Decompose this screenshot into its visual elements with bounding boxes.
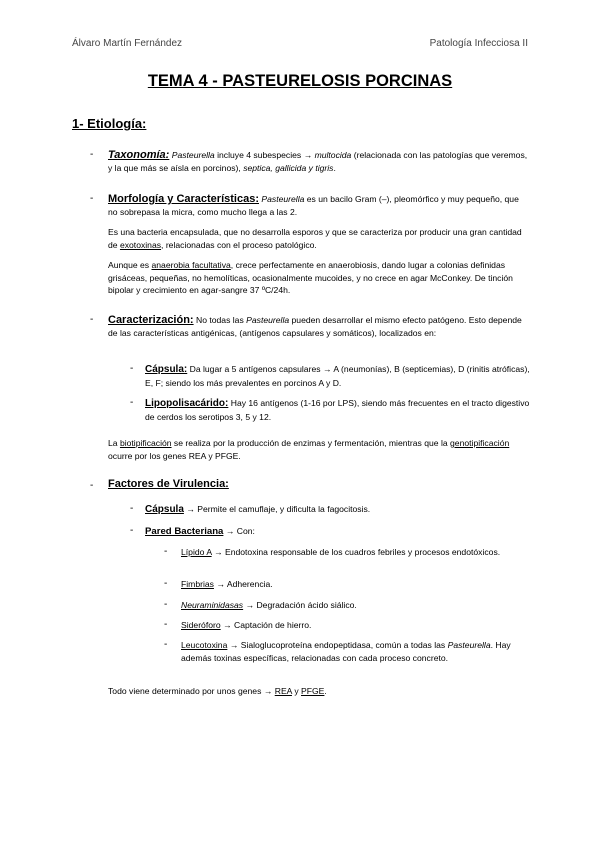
fimbrias-item: [181, 578, 521, 591]
text: , crece perfectamente en anaerobiosis, dando lugar a colonias definidas grisáceas, pequeñas, no hemolíticas, ocasionalmente mucoides, y no crece en agar McConkey. De tinción bipolar y crecimiento en agar-sangre 37 ºC/24h.: [108, 260, 513, 295]
caracterizacion-paragraph: [108, 314, 528, 339]
lps-antigen-label: Lipopolisacárido:: [145, 398, 229, 409]
sideroforo-label: Sideróforo: [181, 620, 221, 630]
bullet-dash: -: [164, 578, 168, 589]
genus-name: Pasteurella: [447, 640, 491, 650]
text: .: [324, 686, 327, 696]
text: incluye 4 subespecies →: [214, 150, 315, 160]
pfge-term: PFGE: [301, 686, 325, 696]
taxonomia-paragraph: [108, 149, 528, 174]
virulencia-pared: [145, 525, 530, 539]
species-multocida: multocida: [314, 150, 352, 160]
capsula-antigen-label: Cápsula:: [145, 364, 188, 375]
species-list: septica, gallicida y tigris: [243, 162, 334, 173]
fimbrias-label: Fimbrias: [181, 579, 214, 589]
genus-name: Pasteurella: [261, 194, 305, 204]
header-course: Patología Infecciosa II: [429, 38, 528, 49]
caracterizacion-label: Caracterización:: [108, 314, 194, 326]
text: Hay 16 antígenos (1-16 por LPS), siendo más frecuentes en el tracto digestivo de cerdos los serotipos 3, 5 y 12.: [145, 398, 530, 422]
bullet-dash: -: [90, 314, 94, 325]
document-title: TEMA 4 - PASTEURELOSIS PORCINAS: [147, 72, 453, 90]
neuraminidasas-label: Neuraminidasas: [181, 600, 244, 610]
bullet-dash: -: [164, 639, 168, 650]
anaerobia-term: anaerobia facultativa: [151, 260, 231, 270]
header-author: Álvaro Martín Fernández: [72, 38, 183, 49]
bullet-dash: -: [130, 503, 134, 514]
section-heading: 1- Etiología:: [72, 116, 147, 131]
sideroforo-item: [181, 619, 521, 632]
neuraminidasas-item: [181, 599, 521, 612]
text: → Sialoglucoproteína endopeptidasa, común a todas las: [227, 640, 448, 650]
rea-term: REA: [274, 686, 292, 696]
text: No todas las: [193, 315, 247, 325]
genotipificacion-term: genotipificación: [450, 438, 510, 448]
bullet-dash: -: [90, 480, 94, 491]
lipido-item: [181, 546, 521, 559]
text: y: [291, 686, 302, 696]
biotipificacion-term: biotipificación: [119, 438, 172, 448]
taxonomia-label: Taxonomía:: [108, 149, 170, 161]
text: Da lugar a 5 antígenos capsulares → A (neumonías), B (septicemias), D (rinitis atróficas), E, F; siendo los más prevalentes en porcinos A y D.: [145, 364, 530, 388]
bullet-dash: -: [130, 525, 134, 536]
bullet-dash: -: [90, 149, 94, 160]
morfologia-paragraph: [108, 193, 528, 218]
text: → Permite el camuflaje, y dificulta la fagocitosis.: [183, 504, 371, 514]
text: se realiza por la producción de enzimas y fermentación, mientras que la: [171, 438, 451, 448]
lipido-label: Lípido A: [181, 547, 212, 557]
lps-antigen-paragraph: [145, 397, 530, 423]
text: (relacionada con las patologías que veremos, y la que más se aísla en porcinos),: [108, 150, 528, 173]
text: es un bacilo Gram (–), pleomórfico y muy pequeño, que no sobrepasa la micra, como mucho llega a las 2.: [108, 194, 519, 217]
exotoxinas-term: exotoxinas: [119, 239, 162, 250]
bullet-dash: -: [164, 599, 168, 610]
genes-paragraph: [108, 685, 528, 698]
virulencia-capsula: [145, 503, 530, 517]
text: → Degradación ácido siálico.: [243, 600, 357, 610]
text: Es una bacteria encapsulada, que no desarrolla esporos y que se caracteriza por producir una gran cantidad de: [108, 227, 522, 250]
text: .: [333, 162, 336, 173]
text: → Endotoxina responsable de los cuadros febriles y procesos endotóxicos.: [211, 547, 501, 557]
morfologia-label: Morfología y Características:: [108, 193, 259, 205]
genus-name: Pasteurella: [246, 315, 290, 325]
capsula-antigen-paragraph: [145, 363, 530, 389]
genus-name: Pasteurella: [171, 150, 215, 160]
leucotoxina-label: Leucotoxina: [181, 640, 228, 650]
text: Aunque es: [108, 260, 152, 270]
bullet-dash: -: [90, 193, 94, 204]
text: . Hay además toxinas específicas, relacionadas con cada proceso concreto.: [181, 640, 511, 663]
bullet-dash: -: [164, 546, 168, 557]
leucotoxina-item: [181, 639, 526, 664]
tipificacion-paragraph: [108, 437, 533, 462]
bullet-dash: -: [164, 619, 168, 630]
morfologia-paragraph-3: [108, 259, 528, 297]
text: → Con:: [223, 526, 255, 536]
text: ocurre por los genes REA y PFGE.: [108, 450, 241, 461]
pared-label: Pared Bacteriana: [145, 526, 224, 537]
virulencia-label: Factores de Virulencia:: [108, 478, 229, 490]
text: La: [108, 438, 120, 448]
virulencia-capsula-label: Cápsula: [145, 504, 184, 515]
text: Todo viene determinado por unos genes →: [108, 686, 275, 696]
text: → Adherencia.: [213, 579, 273, 589]
morfologia-paragraph-2: [108, 226, 528, 251]
text: , relacionadas con el proceso patológico.: [161, 239, 317, 250]
bullet-dash: -: [130, 397, 134, 408]
text: pueden desarrollar el mismo efecto patógeno. Esto depende de las características antigénicas, (antígenos capsulares y somáticos), localizados en:: [108, 315, 522, 338]
text: → Captación de hierro.: [220, 620, 312, 630]
bullet-dash: -: [130, 363, 134, 374]
